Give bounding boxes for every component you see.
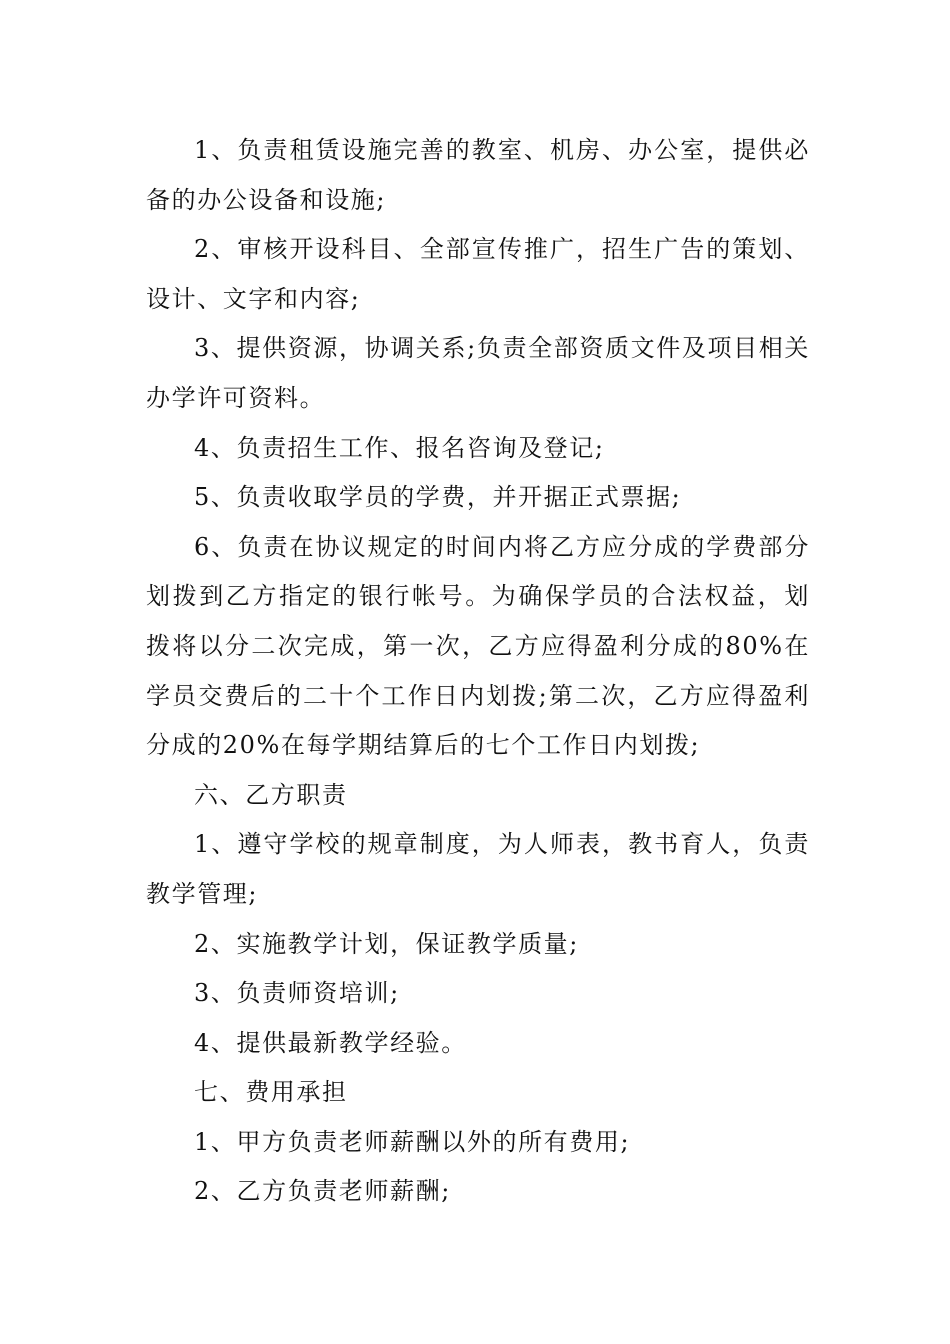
paragraph-party-a-duty-6: 6、负责在协议规定的时间内将乙方应分成的学费部分划拨到乙方指定的银行帐号。为确保学员的合法权益，划拨将以分二次完成，第一次，乙方应得盈利分成的80%在学员交费后的二十个工作日内划拨;第二次，乙方应得盈利分成的20%在每学期结算后的七个工作日内划拨; [146, 532, 810, 760]
paragraph-cost-2: 2、乙方负责老师薪酬; [194, 1177, 451, 1206]
paragraph-party-a-duty-5: 5、负责收取学员的学费，并开据正式票据; [194, 483, 682, 512]
paragraph-party-a-duty-4: 4、负责招生工作、报名咨询及登记; [194, 433, 605, 462]
paragraph-party-b-duty-3: 3、负责师资培训; [194, 979, 400, 1008]
section-heading-party-b-duties: 六、乙方职责 [194, 780, 348, 809]
paragraph-party-b-duty-2: 2、实施教学计划，保证教学质量; [194, 929, 579, 958]
section-heading-cost-bearing: 七、费用承担 [194, 1078, 348, 1107]
paragraph-party-b-duty-4: 4、提供最新教学经验。 [194, 1028, 467, 1057]
document-body [146, 126, 810, 1217]
paragraph-cost-1: 1、甲方负责老师薪酬以外的所有费用; [194, 1127, 631, 1156]
paragraph-party-a-duty-3: 3、提供资源，协调关系;负责全部资质文件及项目相关办学许可资料。 [146, 334, 810, 412]
paragraph-party-a-duty-1: 1、负责租赁设施完善的教室、机房、办公室，提供必备的办公设备和设施; [146, 136, 810, 214]
paragraph-party-a-duty-2: 2、审核开设科目、全部宣传推广，招生广告的策划、设计、文字和内容; [146, 235, 810, 313]
paragraph-party-b-duty-1: 1、遵守学校的规章制度，为人师表，教书育人，负责教学管理; [146, 830, 810, 908]
